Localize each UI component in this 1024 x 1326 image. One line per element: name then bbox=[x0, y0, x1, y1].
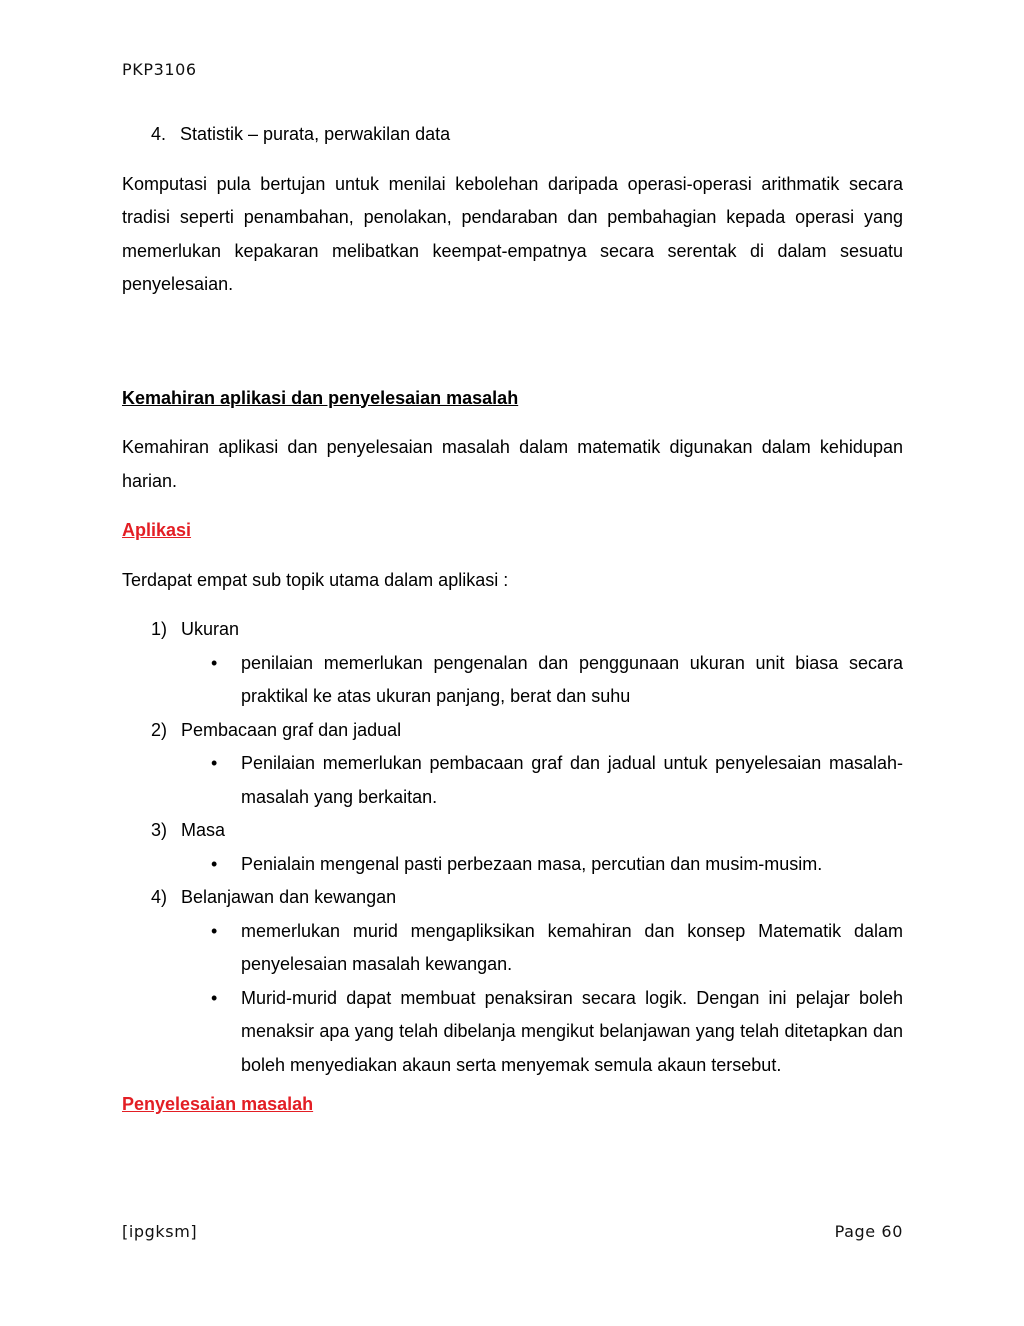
subtopic-item bbox=[122, 613, 903, 714]
paragraph-komputasi: Komputasi pula bertujan untuk menilai kebolehan daripada operasi-operasi arithmatik secara tradisi seperti penambahan, penolakan, pendaraban dan pembahagian kepada operasi yang memerlukan kepakaran melibatkan keempat-empatnya secara serentak di dalam sesuatu penyelesaian. bbox=[122, 173, 903, 294]
subtopic-number: 1) bbox=[151, 619, 168, 639]
subtopic-title: Pembacaan graf dan jadual bbox=[181, 719, 402, 740]
subtopic-item bbox=[122, 814, 903, 881]
bullet-icon: • bbox=[211, 987, 218, 1008]
paragraph-kemahiran: Kemahiran aplikasi dan penyelesaian masalah dalam matematik digunakan dalam kehidupan harian. bbox=[122, 437, 903, 491]
page-number: Page 60 bbox=[834, 1222, 903, 1241]
bullet-icon: • bbox=[211, 920, 218, 941]
list-text: Statistik – purata, perwakilan data bbox=[180, 124, 451, 144]
page-content bbox=[122, 118, 903, 1122]
bullet-item bbox=[122, 647, 903, 714]
list-item-statistik bbox=[122, 118, 903, 152]
heading-penyelesaian: Penyelesaian masalah bbox=[122, 1094, 314, 1114]
bullet-text: Penialain mengenal pasti perbezaan masa, percutian dan musim-musim. bbox=[241, 853, 823, 874]
page-header: PKP3106 bbox=[122, 60, 197, 79]
bullet-text: Penilaian memerlukan pembacaan graf dan jadual untuk penyelesaian masalah-masalah yang berkaitan. bbox=[241, 753, 903, 807]
bullet-item bbox=[122, 747, 903, 814]
subtopic-number: 4) bbox=[151, 887, 168, 907]
subtopic-item bbox=[122, 881, 903, 1082]
subtopic-title: Masa bbox=[181, 820, 226, 840]
heading-aplikasi: Aplikasi bbox=[122, 520, 192, 540]
subtopic-title: Ukuran bbox=[181, 619, 240, 639]
subtopic-number: 2) bbox=[151, 719, 168, 740]
bullet-icon: • bbox=[211, 652, 218, 673]
bullet-item bbox=[122, 848, 903, 882]
bullet-list bbox=[181, 747, 903, 814]
bullet-text: Murid-murid dapat membuat penaksiran secara logik. Dengan ini pelajar boleh menaksir apa yang telah dibelanja mengikut belanjawan yang telah ditetapkan dan boleh menyediakan akaun serta menyemak semula akaun tersebut. bbox=[241, 987, 903, 1075]
subtopic-title: Belanjawan dan kewangan bbox=[181, 887, 397, 907]
paragraph-terdapat: Terdapat empat sub topik utama dalam aplikasi : bbox=[122, 569, 509, 590]
bullet-item bbox=[122, 982, 903, 1083]
bullet-text: memerlukan murid mengapliksikan kemahiran dan konsep Matematik dalam penyelesaian masalah kewangan. bbox=[241, 920, 903, 974]
subtopic-item bbox=[122, 714, 903, 815]
subtopic-number: 3) bbox=[151, 820, 168, 840]
subtopic-list bbox=[122, 613, 903, 1082]
bullet-icon: • bbox=[211, 753, 218, 773]
bullet-list bbox=[181, 647, 903, 714]
bullet-item bbox=[122, 915, 903, 982]
bullet-list bbox=[181, 915, 903, 1083]
list-number: 4. bbox=[151, 124, 167, 144]
bullet-list bbox=[181, 848, 903, 882]
heading-kemahiran: Kemahiran aplikasi dan penyelesaian masalah bbox=[122, 387, 519, 408]
bullet-icon: • bbox=[211, 853, 218, 874]
bullet-text: penilaian memerlukan pengenalan dan penggunaan ukuran unit biasa secara praktikal ke atas ukuran panjang, berat dan suhu bbox=[241, 652, 903, 706]
page-footer-left: [ipgksm] bbox=[122, 1222, 198, 1241]
